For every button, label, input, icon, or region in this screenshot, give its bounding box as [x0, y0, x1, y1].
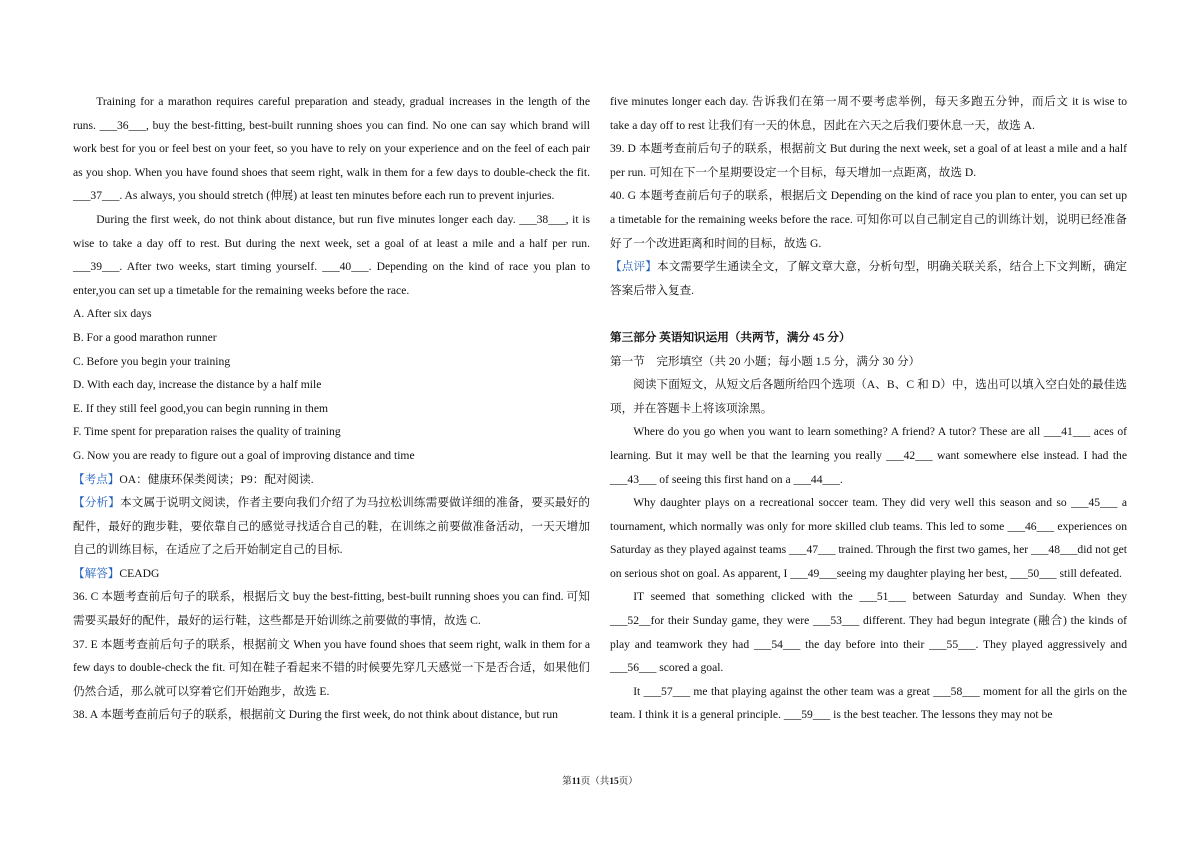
page-number: 11 [571, 777, 581, 787]
kaodian-text: OA：健康环保类阅读；P9：配对阅读. [119, 472, 314, 486]
answer-39: 39. D 本题考查前后句子的联系，根据前文 But during the next week, set a goal of at least a mile and a half per run. 可知在下一个星期要设定一个目标，每天增加一点距离，故选 D. [610, 142, 1127, 179]
jieda-text: CEADG [119, 566, 160, 580]
answer-37: 37. E 本题考查前后句子的联系，根据前文 When you have found shoes that seem right, walk in them for a few days to double-check the fit. 可知在鞋子看起来不错的时候要先穿几天感觉一下是否合适，如果他们仍然合适，那么就可以穿着它们开始跑步，故选 E. [73, 637, 590, 698]
dianping-text: 本文需要学生通读全文，了解文章大意，分析句型，明确关联关系，结合上下文判断，确定答案后带入复查. [610, 260, 1127, 297]
fenxi-text: 本文属于说明文阅读，作者主要向我们介绍了为马拉松训练需要做详细的准备，要买最好的配件，最好的跑步鞋，要依靠自己的感觉寻找适合自己的鞋，在训练之前要做准备活动，一天天增加自己的训练目标，在适应了之后开始制定自己的目标. [73, 496, 590, 557]
option-c: C. Before you begin your training [73, 354, 231, 368]
cloze-paragraph-1: Where do you go when you want to learn something? A friend? A tutor? These are all ___41___ aces of learning. But it may well be that the learning you really ___42___ want somewhere else instead. I had the ___43___ of seeing this first hand on a ___44___. [610, 425, 1127, 486]
answer-36: 36. C 本题考查前后句子的联系，根据后文 buy the best-fitting, best-built running shoes you can find. 可知需要买最好的配件，最好的运行鞋，这些都是开始训练之前要做的事情，故选 C. [73, 590, 590, 628]
cloze-paragraph-4: It ___57___ me that playing against the other team was a great ___58___ moment for all the girls on the team. I think it is a general principle. ___59___ is the best teacher. The lessons they may not be [610, 684, 1127, 722]
jieda-line [73, 562, 590, 586]
kaodian-tag: 【考点】 [73, 472, 120, 486]
page-footer [0, 773, 1200, 787]
section-subtitle: 第一节 完形填空（共 20 小题；每小题 1.5 分，满分 30 分） [610, 354, 921, 368]
jieda-tag: 【解答】 [73, 566, 120, 580]
passage-paragraph-2: During the first week, do not think about distance, but run five minutes longer each day. ___38___, it is wise to take a day off to rest. But during the next week, set a goal of at least a mile and a half per run. ___39___. After two weeks, start timing yourself. ___40___. Depending on the kind of race you plan to enter,you can set up a timetable for the remaining weeks before the race. [73, 212, 590, 297]
fenxi-tag: 【分析】 [73, 496, 121, 510]
answer-38-continued: five minutes longer each day. 告诉我们在第一周不要考虑举例，每天多跑五分钟，而后文 it is wise to take a day off to rest 让我们有一天的休息，因此在六天之后我们要休息一天，故选 A. [610, 95, 1127, 132]
dianping-line [610, 255, 1127, 302]
option-g: G. Now you are ready to figure out a goal of improving distance and time [73, 448, 415, 462]
fenxi-line [73, 491, 590, 562]
right-column [610, 90, 1127, 727]
passage-paragraph-1: Training for a marathon requires careful preparation and steady, gradual increases in the length of the runs. ___36___, buy the best-fitting, best-built running shoes you can find. No one can say which brand will work best for you or feel best on your feet, so you have to rely on your experience and on the feel of each pair as you shop. When you have found shoes that seem right, walk in them for a few days to double-check the fit. ___37___. As always, you should stretch (伸展) at least ten minutes before each run to prevent injuries. [73, 95, 590, 203]
answer-40: 40. G 本题考查前后句子的联系，根据后文 Depending on the kind of race you plan to enter, you can set up a timetable for the remaining weeks before the race. 可知你可以自己制定自己的训练计划，说明已经准备好了一个改进距离和时间的目标，故选 G. [610, 189, 1127, 250]
footer-suffix: 页） [618, 777, 638, 787]
dianping-tag: 【点评】 [610, 260, 658, 274]
option-f: F. Time spent for preparation raises the quality of training [73, 425, 341, 439]
option-a: A. After six days [73, 307, 152, 321]
kaodian-line [73, 468, 590, 492]
answer-38: 38. A 本题考查前后句子的联系，根据前文 During the first week, do not think about distance, but run [73, 708, 558, 722]
option-d: D. With each day, increase the distance by a half mile [73, 378, 322, 392]
option-e: E. If they still feel good,you can begin running in them [73, 401, 329, 415]
page-total: 15 [609, 777, 619, 787]
spacer [610, 302, 1127, 326]
section-title: 第三部分 英语知识运用（共两节，满分 45 分） [610, 330, 851, 344]
instructions: 阅读下面短文，从短文后各题所给四个选项（A、B、C 和 D）中，选出可以填入空白处的最佳选项，并在答题卡上将该项涂黑。 [610, 378, 1127, 415]
cloze-paragraph-3: IT seemed that something clicked with the ___51___ between Saturday and Sunday. When they ___52__for their Sunday game, they were ___53___ different. They had begun integrate (融合) the kinds of play and teamwork they had ___54___ the day before into their ___55___. They played aggressively and ___56___ scored a goal. [610, 590, 1127, 675]
option-b: B. For a good marathon runner [73, 330, 217, 344]
footer-mid: 页（共 [580, 777, 610, 787]
footer-prefix: 第 [562, 777, 572, 787]
left-column [73, 90, 590, 727]
cloze-paragraph-2: Why daughter plays on a recreational soccer team. They did very well this season and so ___45___ a tournament, which normally was only for more skilled club teams. This led to some ___46___ experiences on Saturday as they played against teams ___47___ trained. Through the first two games, her ___48___did not get on serious shot on goal. As apparent, I ___49___seeing my daughter playing her best, ___50___ still defeated. [610, 496, 1127, 580]
